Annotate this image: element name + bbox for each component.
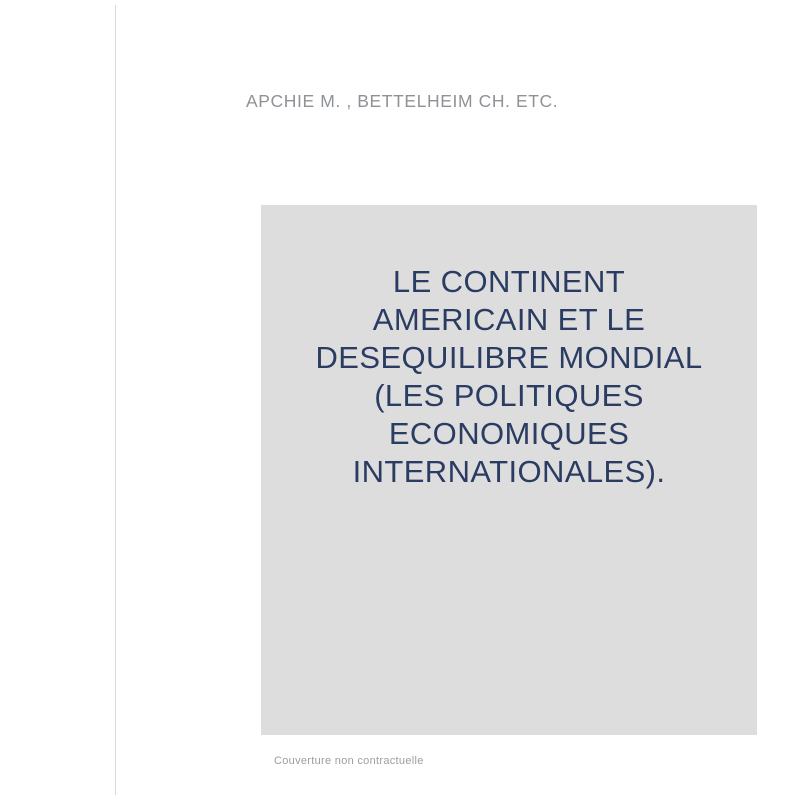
cover-disclaimer-note: Couverture non contractuelle xyxy=(274,755,424,767)
title-line: AMERICAIN ET LE xyxy=(372,302,646,337)
title-line: LE CONTINENT xyxy=(392,264,626,299)
cover-sheet xyxy=(115,5,787,795)
title-line: ECONOMIQUES xyxy=(388,416,630,451)
page-title xyxy=(261,263,757,491)
title-panel xyxy=(261,205,757,735)
title-line: DESEQUILIBRE MONDIAL xyxy=(315,340,703,375)
title-line: (LES POLITIQUES xyxy=(374,378,644,413)
author-line: APCHIE M. , BETTELHEIM CH. ETC. xyxy=(246,91,559,111)
title-line: INTERNATIONALES). xyxy=(352,454,666,489)
